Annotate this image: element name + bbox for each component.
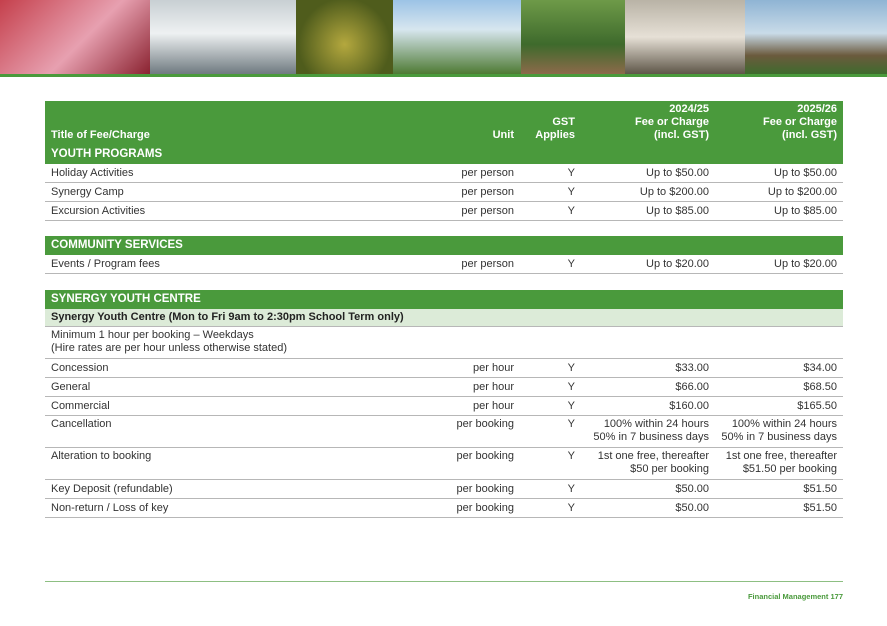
cell-fee-2024-25: Up to $85.00 bbox=[646, 204, 709, 217]
cell-gst: Y bbox=[567, 204, 575, 217]
section-spacer bbox=[45, 221, 843, 236]
cell-gst: Y bbox=[567, 501, 575, 514]
cell-gst: Y bbox=[567, 418, 575, 430]
cell-title: Commercial bbox=[51, 399, 110, 412]
cell-fee-2025-26: Up to $200.00 bbox=[767, 185, 837, 198]
cell-gst: Y bbox=[567, 380, 575, 393]
cell-fee-2024-25: $160.00 bbox=[669, 399, 709, 412]
booking-note: Minimum 1 hour per booking – Weekdays (Hire rates are per hour unless otherwise stated) bbox=[51, 329, 287, 354]
table-row bbox=[45, 359, 843, 378]
cell-gst: Y bbox=[567, 257, 575, 270]
table-row bbox=[45, 416, 843, 448]
banner-photo-frog bbox=[296, 0, 393, 74]
cell-gst: Y bbox=[567, 399, 575, 412]
note-row bbox=[45, 327, 843, 359]
cell-fee-2025-26: Up to $50.00 bbox=[774, 166, 837, 179]
footer-divider bbox=[45, 581, 843, 582]
section-title: SYNERGY YOUTH CENTRE bbox=[51, 293, 201, 305]
banner-photo-children-reading bbox=[0, 0, 150, 74]
cell-fee-2024-25: $50.00 bbox=[675, 501, 709, 514]
table-row bbox=[45, 378, 843, 397]
cell-gst: Y bbox=[567, 361, 575, 374]
section-community-services bbox=[45, 236, 843, 255]
cell-title: Events / Program fees bbox=[51, 257, 160, 270]
cell-unit: per hour bbox=[473, 380, 514, 393]
table-row bbox=[45, 183, 843, 202]
fees-table bbox=[45, 101, 843, 518]
banner-photo-outdoor-games bbox=[393, 0, 521, 74]
cell-title: Excursion Activities bbox=[51, 204, 146, 217]
section-spacer bbox=[45, 274, 843, 290]
page-footer: Financial Management 177 bbox=[747, 592, 843, 601]
table-header bbox=[45, 101, 843, 145]
banner-photo-strip bbox=[0, 0, 887, 74]
cell-fee-2025-26: Up to $85.00 bbox=[774, 204, 837, 217]
cell-fee-2024-25: 100% within 24 hours 50% in 7 business days bbox=[593, 418, 709, 443]
cell-fee-2024-25: Up to $50.00 bbox=[646, 166, 709, 179]
cell-fee-2024-25: $50.00 bbox=[675, 482, 709, 495]
cell-unit: per person bbox=[461, 185, 514, 198]
banner-photo-street bbox=[625, 0, 745, 74]
cell-fee-2024-25: $66.00 bbox=[675, 380, 709, 393]
cell-unit: per hour bbox=[473, 399, 514, 412]
section-youth-programs bbox=[45, 145, 843, 164]
table-row bbox=[45, 202, 843, 221]
cell-fee-2025-26: Up to $20.00 bbox=[774, 257, 837, 270]
banner-photo-family-garden bbox=[521, 0, 625, 74]
cell-gst: Y bbox=[567, 482, 575, 495]
cell-title: General bbox=[51, 380, 91, 393]
table-row bbox=[45, 499, 843, 518]
table-row bbox=[45, 255, 843, 274]
header-fee-2025-26: 2025/26 Fee or Charge (incl. GST) bbox=[763, 103, 837, 141]
header-unit: Unit bbox=[492, 129, 514, 141]
cell-unit: per booking bbox=[456, 450, 514, 462]
cell-title: Key Deposit (refundable) bbox=[51, 482, 173, 495]
subsection-header bbox=[45, 309, 843, 327]
banner-photo-building bbox=[745, 0, 887, 74]
cell-unit: per person bbox=[461, 166, 514, 179]
cell-unit: per person bbox=[461, 257, 514, 270]
subsection-title: Synergy Youth Centre (Mon to Fri 9am to 2:30pm School Term only) bbox=[51, 311, 404, 323]
banner-photo-electric-cars bbox=[150, 0, 296, 74]
header-gst: GST Applies bbox=[535, 116, 575, 141]
cell-fee-2025-26: $68.50 bbox=[803, 380, 837, 393]
section-synergy-youth-centre bbox=[45, 290, 843, 309]
header-fee-2024-25: 2024/25 Fee or Charge (incl. GST) bbox=[635, 103, 709, 141]
cell-fee-2025-26: 1st one free, thereafter $51.50 per booking bbox=[725, 450, 837, 475]
cell-fee-2024-25: $33.00 bbox=[675, 361, 709, 374]
cell-fee-2024-25: Up to $20.00 bbox=[646, 257, 709, 270]
cell-unit: per person bbox=[461, 204, 514, 217]
cell-gst: Y bbox=[567, 450, 575, 462]
table-row bbox=[45, 448, 843, 480]
cell-fee-2025-26: $51.50 bbox=[803, 501, 837, 514]
cell-fee-2025-26: $51.50 bbox=[803, 482, 837, 495]
cell-fee-2024-25: Up to $200.00 bbox=[639, 185, 709, 198]
cell-unit: per hour bbox=[473, 361, 514, 374]
cell-fee-2025-26: $165.50 bbox=[797, 399, 837, 412]
cell-fee-2024-25: 1st one free, thereafter $50 per booking bbox=[597, 450, 709, 475]
section-title: COMMUNITY SERVICES bbox=[51, 239, 183, 251]
cell-title: Concession bbox=[51, 361, 109, 374]
cell-title: Alteration to booking bbox=[51, 450, 152, 462]
header-title: Title of Fee/Charge bbox=[51, 129, 150, 141]
cell-title: Non-return / Loss of key bbox=[51, 501, 169, 514]
cell-title: Cancellation bbox=[51, 418, 112, 430]
cell-unit: per booking bbox=[456, 418, 514, 430]
cell-title: Holiday Activities bbox=[51, 166, 134, 179]
cell-title: Synergy Camp bbox=[51, 185, 124, 198]
table-row bbox=[45, 164, 843, 183]
cell-fee-2025-26: 100% within 24 hours 50% in 7 business days bbox=[721, 418, 837, 443]
banner-divider bbox=[0, 74, 887, 77]
cell-gst: Y bbox=[567, 166, 575, 179]
cell-unit: per booking bbox=[456, 501, 514, 514]
cell-unit: per booking bbox=[456, 482, 514, 495]
table-row bbox=[45, 397, 843, 416]
table-row bbox=[45, 480, 843, 499]
section-title: YOUTH PROGRAMS bbox=[51, 148, 163, 160]
cell-fee-2025-26: $34.00 bbox=[803, 361, 837, 374]
cell-gst: Y bbox=[567, 185, 575, 198]
